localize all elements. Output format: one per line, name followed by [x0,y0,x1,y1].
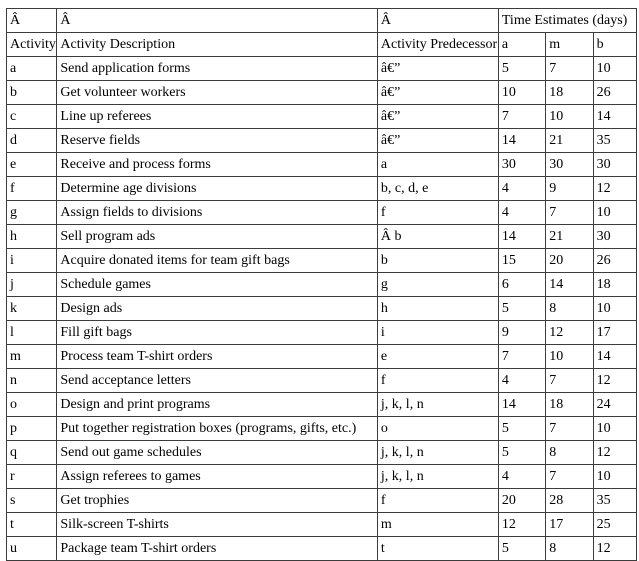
cell-activity: b [7,81,57,105]
cell-predecessor: g [377,273,498,297]
cell-description: Put together registration boxes (programs, gifts, etc.) [57,417,378,441]
header-predecessor: Activity Predecessor [377,33,498,57]
cell-b: 30 [593,225,636,249]
cell-description: Assign referees to games [57,465,378,489]
cell-description: Send acceptance letters [57,369,378,393]
cell-activity: f [7,177,57,201]
cell-activity: i [7,249,57,273]
cell-predecessor: m [377,513,498,537]
header-b: b [593,33,636,57]
cell-activity: h [7,225,57,249]
header-a: a [498,33,545,57]
cell-activity: a [7,57,57,81]
table-row [7,129,637,153]
cell-activity: t [7,513,57,537]
cell-activity: l [7,321,57,345]
cell-a: 14 [498,129,545,153]
cell-activity: q [7,441,57,465]
cell-a: 15 [498,249,545,273]
cell-m: 18 [546,81,593,105]
table-row [7,393,637,417]
table-row [7,369,637,393]
cell-description: Sell program ads [57,225,378,249]
cell-b: 12 [593,177,636,201]
cell-a: 10 [498,81,545,105]
table-row [7,297,637,321]
cell-predecessor: h [377,297,498,321]
cell-description: Package team T-shirt orders [57,537,378,561]
table-row [7,441,637,465]
cell-description: Reserve fields [57,129,378,153]
table-row [7,153,637,177]
cell-a: 4 [498,369,545,393]
cell-description: Process team T-shirt orders [57,345,378,369]
header-description: Activity Description [57,33,378,57]
cell-b: 10 [593,201,636,225]
cell-description: Fill gift bags [57,321,378,345]
cell-m: 21 [546,225,593,249]
cell-predecessor: j, k, l, n [377,465,498,489]
cell-m: 14 [546,273,593,297]
cell-activity: u [7,537,57,561]
time-estimates-table [6,8,637,561]
cell-description: Schedule games [57,273,378,297]
cell-description: Send out game schedules [57,441,378,465]
cell-a: 5 [498,441,545,465]
cell-b: 35 [593,129,636,153]
cell-activity: o [7,393,57,417]
table-row [7,465,637,489]
table-row [7,249,637,273]
cell-b: 10 [593,465,636,489]
cell-predecessor: â€” [377,105,498,129]
cell-predecessor: j, k, l, n [377,441,498,465]
cell-b: 25 [593,513,636,537]
cell-m: 9 [546,177,593,201]
cell-activity: m [7,345,57,369]
cell-m: 18 [546,393,593,417]
cell-m: 7 [546,201,593,225]
cell-a: 9 [498,321,545,345]
cell-activity: k [7,297,57,321]
cell-predecessor: t [377,537,498,561]
cell-m: 8 [546,441,593,465]
table-row [7,273,637,297]
cell-a: 14 [498,225,545,249]
cell-predecessor: â€” [377,81,498,105]
cell-description: Design ads [57,297,378,321]
cell-m: 7 [546,369,593,393]
cell-description: Get volunteer workers [57,81,378,105]
cell-m: 8 [546,297,593,321]
cell-a: 7 [498,105,545,129]
table-title-row [7,9,637,33]
title-cell-time-estimates: Time Estimates (days) [498,9,636,33]
table-row [7,321,637,345]
cell-activity: n [7,369,57,393]
table-row [7,81,637,105]
cell-description: Line up referees [57,105,378,129]
title-cell-blank-2: Â [57,9,378,33]
cell-predecessor: b, c, d, e [377,177,498,201]
cell-a: 5 [498,417,545,441]
cell-b: 14 [593,345,636,369]
cell-a: 5 [498,537,545,561]
cell-predecessor: Â b [377,225,498,249]
cell-predecessor: e [377,345,498,369]
cell-m: 7 [546,465,593,489]
cell-predecessor: b [377,249,498,273]
cell-a: 7 [498,345,545,369]
table-row [7,513,637,537]
cell-b: 10 [593,297,636,321]
table-row [7,417,637,441]
table-row [7,489,637,513]
cell-m: 10 [546,105,593,129]
header-activity: Activity [7,33,57,57]
cell-m: 12 [546,321,593,345]
cell-a: 5 [498,57,545,81]
cell-activity: d [7,129,57,153]
cell-activity: c [7,105,57,129]
cell-description: Get trophies [57,489,378,513]
cell-predecessor: f [377,369,498,393]
cell-a: 4 [498,465,545,489]
cell-predecessor: f [377,201,498,225]
cell-a: 4 [498,177,545,201]
cell-description: Send application forms [57,57,378,81]
cell-m: 17 [546,513,593,537]
cell-b: 17 [593,321,636,345]
table-body [7,57,637,561]
cell-m: 10 [546,345,593,369]
cell-predecessor: â€” [377,57,498,81]
cell-b: 26 [593,81,636,105]
cell-m: 30 [546,153,593,177]
cell-predecessor: a [377,153,498,177]
table-row [7,105,637,129]
cell-activity: g [7,201,57,225]
cell-a: 30 [498,153,545,177]
table-row [7,225,637,249]
table-row [7,57,637,81]
cell-predecessor: o [377,417,498,441]
cell-a: 12 [498,513,545,537]
cell-a: 14 [498,393,545,417]
cell-b: 35 [593,489,636,513]
table-head [7,9,637,57]
cell-description: Assign fields to divisions [57,201,378,225]
cell-description: Design and print programs [57,393,378,417]
cell-b: 26 [593,249,636,273]
cell-m: 8 [546,537,593,561]
cell-predecessor: â€” [377,129,498,153]
cell-b: 18 [593,273,636,297]
cell-activity: r [7,465,57,489]
title-cell-blank-1: Â [7,9,57,33]
cell-m: 7 [546,57,593,81]
cell-a: 5 [498,297,545,321]
cell-m: 28 [546,489,593,513]
header-m: m [546,33,593,57]
cell-b: 10 [593,417,636,441]
cell-predecessor: j, k, l, n [377,393,498,417]
cell-b: 12 [593,537,636,561]
cell-b: 12 [593,369,636,393]
cell-activity: s [7,489,57,513]
cell-predecessor: f [377,489,498,513]
cell-predecessor: i [377,321,498,345]
cell-m: 21 [546,129,593,153]
cell-b: 30 [593,153,636,177]
cell-activity: e [7,153,57,177]
cell-b: 12 [593,441,636,465]
table-header-row [7,33,637,57]
cell-description: Acquire donated items for team gift bags [57,249,378,273]
cell-m: 20 [546,249,593,273]
cell-a: 6 [498,273,545,297]
cell-a: 20 [498,489,545,513]
cell-b: 14 [593,105,636,129]
table-row [7,201,637,225]
title-cell-blank-3: Â [377,9,498,33]
cell-description: Silk-screen T-shirts [57,513,378,537]
table-row [7,537,637,561]
cell-b: 10 [593,57,636,81]
cell-a: 4 [498,201,545,225]
cell-activity: j [7,273,57,297]
cell-description: Receive and process forms [57,153,378,177]
cell-m: 7 [546,417,593,441]
cell-b: 24 [593,393,636,417]
table-row [7,177,637,201]
cell-description: Determine age divisions [57,177,378,201]
table-row [7,345,637,369]
cell-activity: p [7,417,57,441]
